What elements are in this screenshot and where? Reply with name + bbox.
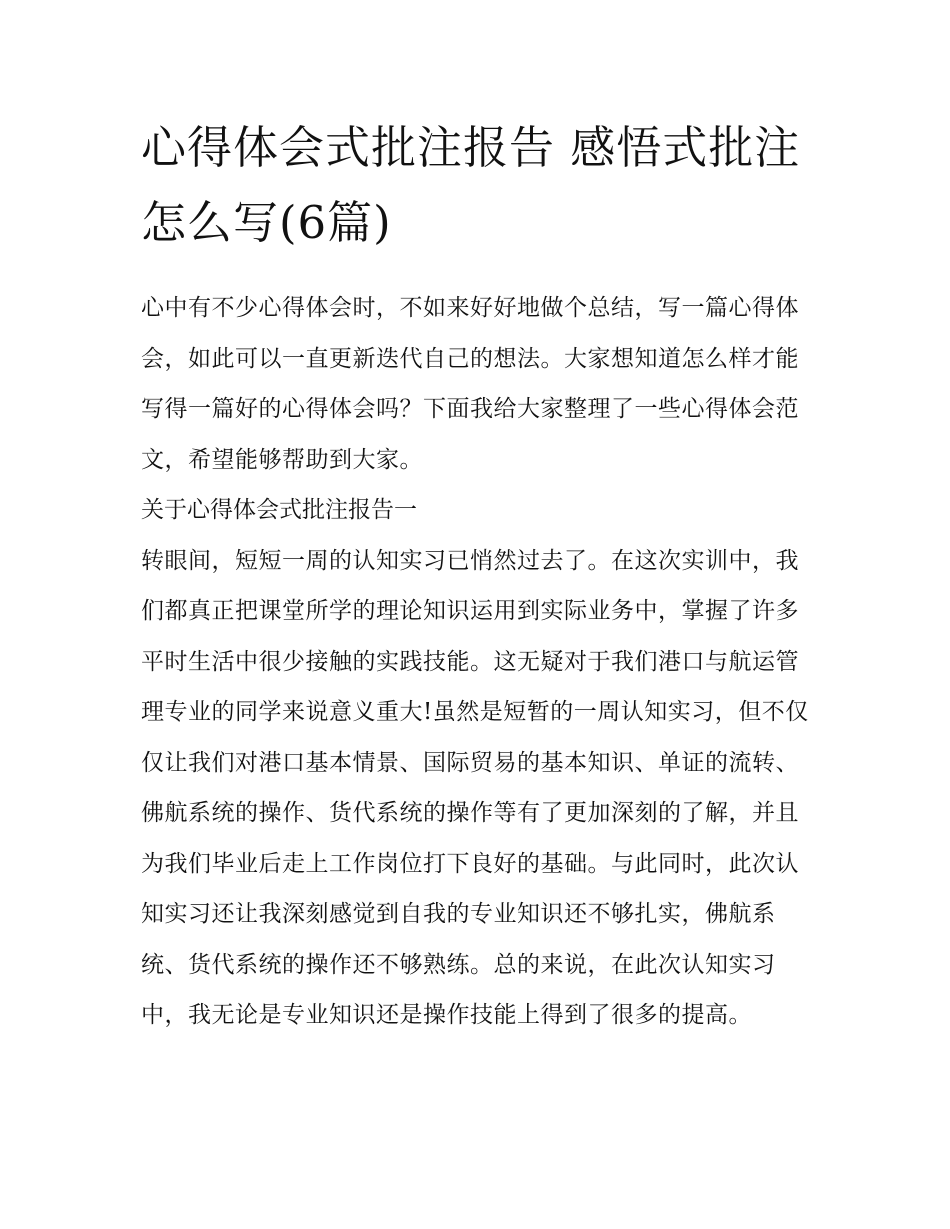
intro-paragraph: 心中有不少心得体会时，不如来好好地做个总结，写一篇心得体会，如此可以一直更新迭代自己的想法。大家想知道怎么样才能写得一篇好的心得体会吗？下面我给大家整理了一些心得体会范文，希望能够帮助到大家。	[141, 295, 799, 473]
document-title: 心得体会式批注报告 感悟式批注怎么写(6篇)	[141, 121, 801, 249]
document-page	[141, 110, 813, 1041]
section-heading: 关于心得体会式批注报告一	[141, 497, 417, 523]
section-body-paragraph: 转眼间，短短一周的认知实习已悄然过去了。在这次实训中，我们都真正把课堂所学的理论知识运用到实际业务中，掌握了许多平时生活中很少接触的实践技能。这无疑对于我们港口与航运管理专业的同学来说意义重大!虽然是短暂的一周认知实习，但不仅仅让我们对港口基本情景、国际贸易的基本知识、单证的流转、佛航系统的操作、货代系统的操作等有了更加深刻的了解，并且为我们毕业后走上工作岗位打下良好的基础。与此同时，此次认知实习还让我深刻感觉到自我的专业知识还不够扎实，佛航系统、货代系统的操作还不够熟练。总的来说，在此次认知实习中，我无论是专业知识还是操作技能上得到了很多的提高。	[141, 547, 809, 1028]
